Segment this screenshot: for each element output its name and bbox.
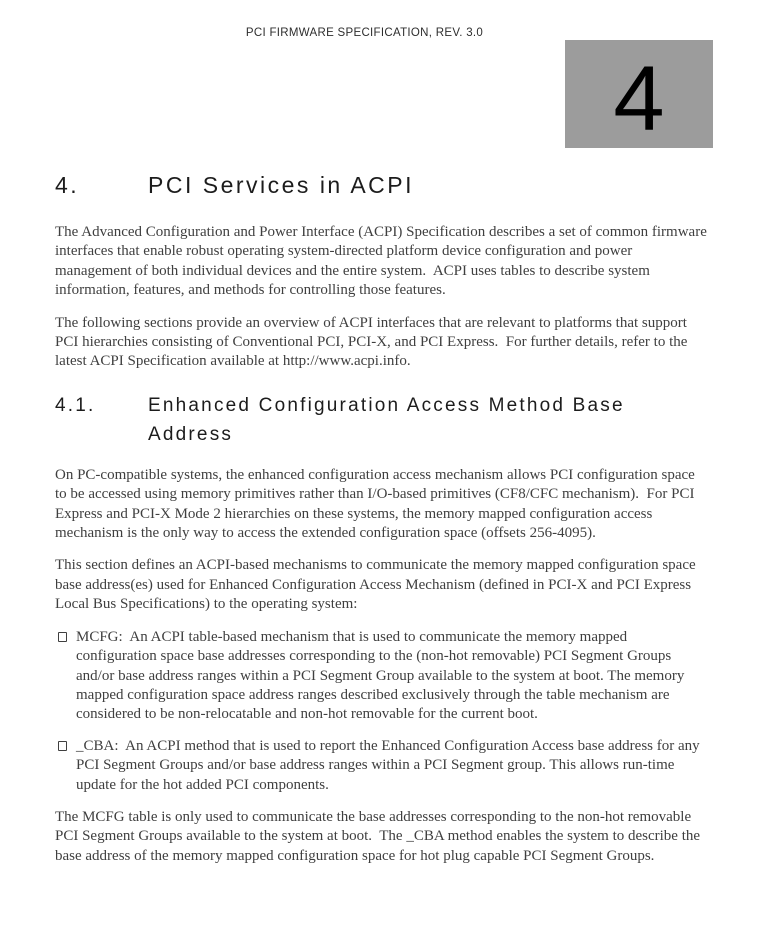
mechanism-bullet-list: [55, 628, 710, 795]
page-content: [55, 172, 710, 879]
list-item-cba-text: _CBA: An ACPI method that is used to report the Enhanced Configuration Access base address for any PCI Segment Groups and/or base address ranges within a PCI Segment group. This allows run-time update for the hot added PCI components.: [76, 737, 704, 793]
paragraph-mcfg-summary: The MCFG table is only used to communicate the base addresses corresponding to the non-hot removable PCI Segment Groups available to the system at boot. The _CBA method enables the system to describe the base address of the memory mapped configuration space for hot plug capable PCI Segment Groups.: [55, 808, 704, 864]
list-item-mcfg-text: MCFG: An ACPI table-based mechanism that is used to communicate the memory mapped configuration space base addresses corresponding to the (non-hot removable) PCI Segment Groups and/or base address ranges within a PCI Segment Group available to the system at boot. The memory mapped configuration space address ranges described exclusively through the table mechanism are considered to be non-relocatable and non-hot removable for the current boot.: [76, 628, 689, 723]
chapter-number-tab: [565, 40, 713, 148]
chapter-heading: [55, 172, 710, 199]
chapter-number: 4: [613, 48, 665, 150]
paragraph-pc-compatible: On PC-compatible systems, the enhanced configuration access mechanism allows PCI configuration space to be accessed using memory primitives rather than I/O-based primitives (CF8/CFC mechanism). For PCI Express and PCI-X Mode 2 hierarchies on these systems, the memory mapped configuration access mechanism is the only way to access the extended configuration space (offsets 256-4095).: [55, 466, 699, 542]
square-bullet-icon: [58, 632, 67, 642]
section-heading-number: 4.1.: [55, 394, 96, 416]
list-item-mcfg: [55, 628, 710, 725]
paragraph-sections-overview: The following sections provide an overview of ACPI interfaces that are relevant to platforms that support PCI hierarchies consisting of Conventional PCI, PCI-X, and PCI Express. For further details, refer to the latest ACPI Specification available at http://www.acpi.info.: [55, 314, 692, 370]
section-heading-title: Enhanced Configuration Access Method Base Address: [148, 394, 625, 445]
chapter-heading-number: 4.: [55, 172, 80, 198]
list-item-cba: [55, 737, 710, 795]
running-header: PCI FIRMWARE SPECIFICATION, REV. 3.0: [245, 27, 484, 39]
chapter-heading-title: PCI Services in ACPI: [148, 172, 415, 198]
square-bullet-icon: [58, 741, 67, 751]
paragraph-section-defines: This section defines an ACPI-based mechanisms to communicate the memory mapped configuration space base address(es) used for Enhanced Configuration Access Mechanism (defined in PCI-X and PCI Express Local Bus Specifications) to the operating system:: [55, 557, 700, 613]
paragraph-acpi-overview: The Advanced Configuration and Power Interface (ACPI) Specification describes a set of common firmware interfaces that enable robust operating system-directed platform device configuration and power management of both individual devices and the entire system. ACPI uses tables to describe system information, features, and methods for controlling those features.: [55, 224, 711, 299]
section-heading-4-1: [55, 391, 710, 449]
